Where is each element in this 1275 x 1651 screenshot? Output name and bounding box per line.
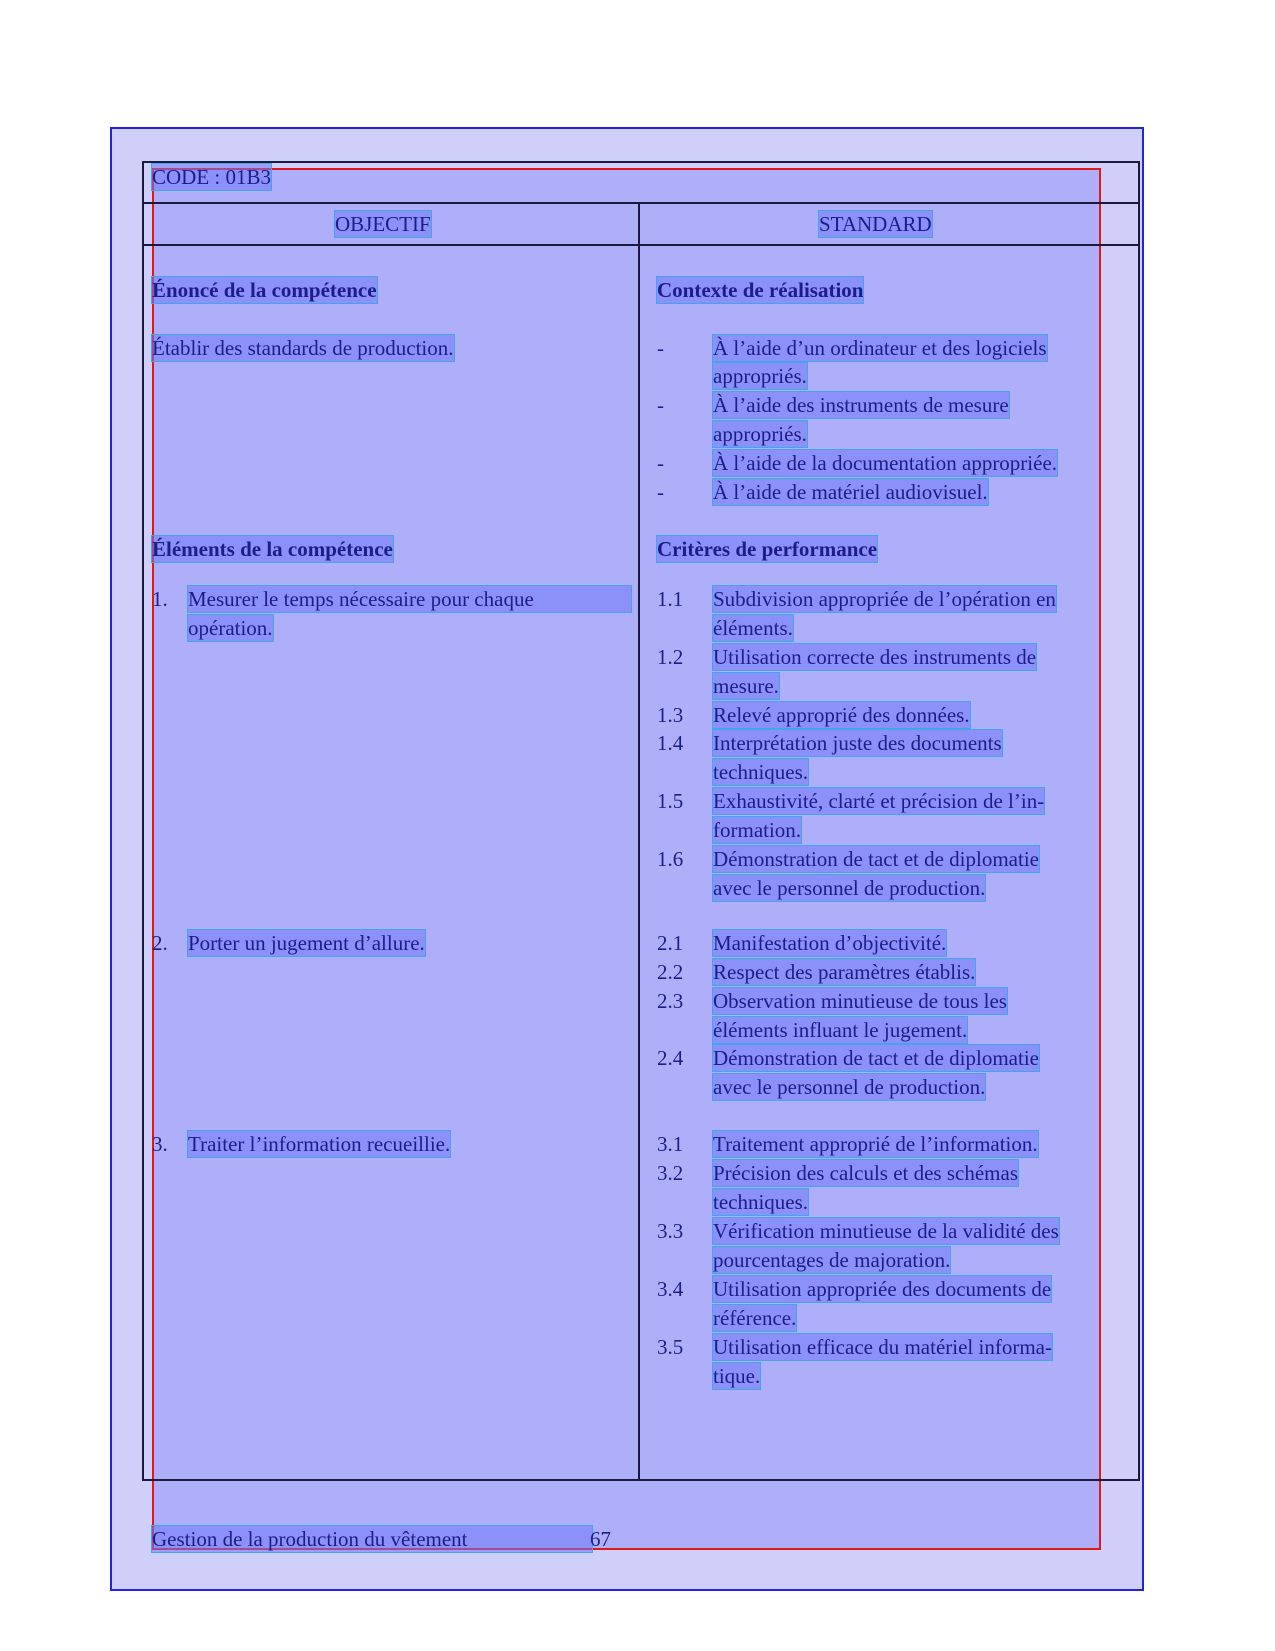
element-2-text: Porter un jugement d’allure. — [188, 931, 425, 955]
column-header-divider — [142, 244, 1140, 246]
critere-3-2-line-2: techniques. — [713, 1190, 809, 1214]
enonce-title: Énoncé de la compétence — [152, 278, 377, 302]
critere-3-2-num: 3.2 — [657, 1161, 684, 1185]
critere-2-3-line-1: Observation minutieuse de tous les — [713, 989, 1007, 1013]
contexte-4-bullet: - — [657, 480, 664, 504]
element-3-text: Traiter l’information recueillie. — [188, 1132, 451, 1156]
criteres-title: Critères de performance — [657, 537, 878, 561]
element-2-num: 2. — [152, 931, 168, 955]
critere-2-2-line-1: Respect des paramètres établis. — [713, 960, 976, 984]
critere-1-5-line-2: formation. — [713, 818, 802, 842]
critere-2-1-num: 2.1 — [657, 931, 684, 955]
critere-1-4-line-2: techniques. — [713, 760, 809, 784]
element-1-text: Mesurer le temps nécessaire pour chaque — [188, 587, 534, 611]
critere-1-5-num: 1.5 — [657, 789, 684, 813]
critere-3-3-num: 3.3 — [657, 1219, 684, 1243]
element-1-line-2: opération. — [188, 616, 273, 640]
element-3-num: 3. — [152, 1132, 168, 1156]
contexte-1-line-1: À l’aide d’un ordinateur et des logiciels — [713, 336, 1047, 360]
critere-1-6-num: 1.6 — [657, 847, 684, 871]
header-row-divider — [142, 202, 1140, 204]
contexte-4-line-1: À l’aide de matériel audiovisuel. — [713, 480, 988, 504]
critere-1-1-line-2: éléments. — [713, 616, 793, 640]
critere-2-3-num: 2.3 — [657, 989, 684, 1013]
critere-3-3-line-1: Vérification minutieuse de la validité des — [713, 1219, 1059, 1243]
critere-3-5-line-2: tique. — [713, 1364, 761, 1388]
contexte-2-line-1: À l’aide des instruments de mesure — [713, 393, 1009, 417]
critere-3-5-line-1: Utilisation efficace du matériel informa- — [713, 1335, 1052, 1359]
critere-3-4-num: 3.4 — [657, 1277, 684, 1301]
critere-3-4-line-1: Utilisation appropriée des documents de — [713, 1277, 1052, 1301]
contexte-2-line-2: appropriés. — [713, 422, 807, 446]
critere-2-3-line-2: éléments influant le jugement. — [713, 1018, 968, 1042]
header-objectif: OBJECTIF — [335, 212, 431, 236]
element-1-line-1 — [188, 586, 631, 612]
critere-3-3-line-2: pourcentages de majoration. — [713, 1248, 951, 1272]
critere-1-1-num: 1.1 — [657, 587, 684, 611]
critere-1-3-line-1: Relevé approprié des données. — [713, 703, 970, 727]
critere-3-1-num: 3.1 — [657, 1132, 684, 1156]
contexte-3-line-1: À l’aide de la documentation appropriée. — [713, 451, 1058, 475]
critere-1-2-num: 1.2 — [657, 645, 684, 669]
critere-1-3-num: 1.3 — [657, 703, 684, 727]
critere-1-6-line-2: avec le personnel de production. — [713, 876, 986, 900]
contexte-2-bullet: - — [657, 393, 664, 417]
critere-2-1-line-1: Manifestation d’objectivité. — [713, 931, 947, 955]
critere-3-2-line-1: Précision des calculs et des schémas — [713, 1161, 1018, 1185]
elements-title: Éléments de la compétence — [152, 537, 393, 561]
critere-1-4-line-1: Interprétation juste des documents — [713, 731, 1002, 755]
footer-page-number: 67 — [590, 1527, 611, 1551]
critere-3-4-line-2: référence. — [713, 1306, 797, 1330]
contexte-3-bullet: - — [657, 451, 664, 475]
critere-3-1-line-1: Traitement approprié de l’information. — [713, 1132, 1038, 1156]
critere-1-2-line-2: mesure. — [713, 674, 779, 698]
contexte-1-line-2: appropriés. — [713, 364, 807, 388]
critere-2-4-line-1: Démonstration de tact et de diplomatie — [713, 1046, 1039, 1070]
element-1-num: 1. — [152, 587, 168, 611]
enonce-text: Établir des standards de production. — [152, 336, 454, 360]
critere-2-4-num: 2.4 — [657, 1046, 684, 1070]
critere-1-5-line-1: Exhaustivité, clarté et précision de l’in- — [713, 789, 1045, 813]
critere-1-1-line-1: Subdivision appropriée de l’opération en — [713, 587, 1056, 611]
critere-1-2-line-1: Utilisation correcte des instruments de — [713, 645, 1037, 669]
critere-3-5-num: 3.5 — [657, 1335, 684, 1359]
contexte-1-bullet: - — [657, 336, 664, 360]
contexte-title: Contexte de réalisation — [657, 278, 864, 302]
critere-1-4-num: 1.4 — [657, 731, 684, 755]
header-standard: STANDARD — [819, 212, 932, 236]
footer-title: Gestion de la production du vêtement — [152, 1526, 592, 1552]
column-divider — [638, 202, 640, 1481]
critere-2-4-line-2: avec le personnel de production. — [713, 1075, 986, 1099]
critere-1-6-line-1: Démonstration de tact et de diplomatie — [713, 847, 1039, 871]
code-label: CODE : 01B3 — [152, 165, 272, 189]
critere-2-2-num: 2.2 — [657, 960, 684, 984]
